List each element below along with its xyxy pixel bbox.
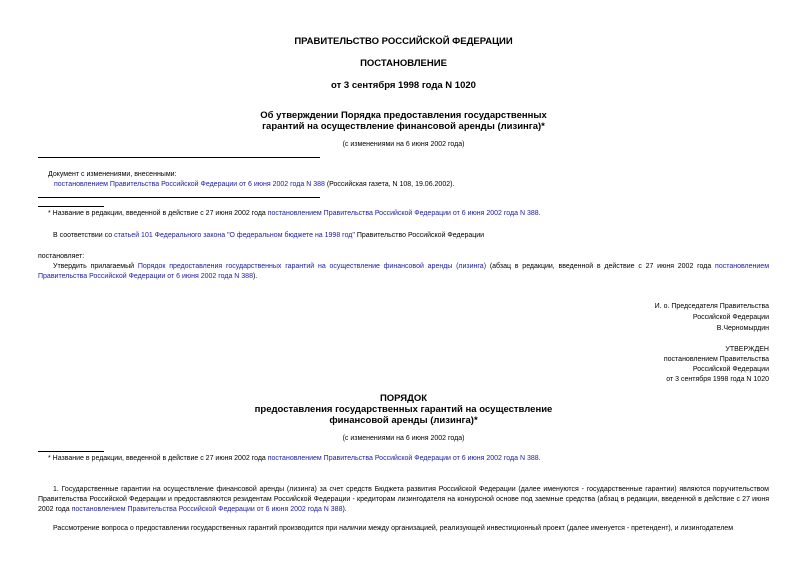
footnote-title-note <box>48 209 541 219</box>
amendment-link[interactable]: постановлением Правительства Российской Федерации от 6 июня 2002 года N 388 <box>71 506 343 513</box>
paragraph-1-end: ). <box>342 506 347 513</box>
signature-name: В.Черномырдин <box>716 325 769 332</box>
footnote-end: . <box>538 210 541 217</box>
divider <box>38 157 320 158</box>
footnote-text: * Название в редакции, введенной в действие с 27 июня 2002 года <box>48 455 268 462</box>
order-changes-note: (с изменениями на 6 июня 2002 года) <box>342 435 465 442</box>
footnote-link[interactable]: постановлением Правительства Российской Федерации от 6 июня 2002 года N 388 <box>267 455 539 462</box>
changes-note: (с изменениями на 6 июня 2002 года) <box>342 141 465 148</box>
footnote-end: . <box>538 455 541 462</box>
signature-line-1: И. о. Председателя Правительства <box>654 303 769 310</box>
paragraph-2: Рассмотрение вопроса о предоставлении государственных гарантий производится при наличии между организацией, реализующей инвестиционный проект (далее именуется - претендент), и лизингодателем <box>53 525 734 532</box>
order-subtitle-line-2: финансовой аренды (лизинга)* <box>329 415 478 426</box>
divider <box>38 197 320 198</box>
footnote-text: * Название в редакции, введенной в действие с 27 июня 2002 года <box>48 210 268 217</box>
approve-paragraph <box>38 262 769 282</box>
order-title: ПОРЯДОК <box>379 393 428 404</box>
footnote-divider <box>38 206 104 207</box>
approve-text-end: ). <box>252 273 258 280</box>
paragraph-1-text: 1. Государственные гарантии на осуществление финансовой аренды (лизинга) за счет средств Бюджета развития Российской Федерации (далее именуются - государственные гарантии) являются поручительством Правительства Российской Федерации и предоставляются резидентам Российской Федерации - кредиторам лизингодателя на конкурсной основе под заемные средства (абзац в редакции, введенной в действие с 27 июня 2002 года <box>38 486 769 513</box>
footnote-divider <box>38 451 104 452</box>
amendment-source: (Российская газета, N 108, 19.06.2002). <box>324 181 455 188</box>
order-link[interactable]: Порядок предоставления государственных гарантий на осуществление финансовой аренды (лизинга) <box>137 263 487 270</box>
amendment-link[interactable]: постановлением Правительства Российской Федерации от 6 июня 2002 года N 388 <box>54 181 325 188</box>
amendments-label: Документ с изменениями, внесенными: <box>48 171 177 178</box>
preamble-text-end: Правительство Российской Федерации <box>354 232 485 239</box>
approved-line-3: Российской Федерации <box>692 366 769 373</box>
document-title-line-1: Об утверждении Порядка предоставления государственных <box>260 110 547 121</box>
amendments-entry <box>54 180 454 190</box>
order-subtitle-line-1: предоставления государственных гарантий на осуществление <box>254 404 553 415</box>
approved-line-4: от 3 сентября 1998 года N 1020 <box>666 376 769 383</box>
document-date-number: от 3 сентября 1998 года N 1020 <box>331 80 476 91</box>
amendment-link[interactable]: постановлением Правительства Российской Федерации от 6 июня 2002 года N 388 <box>38 263 770 280</box>
approved-heading: УТВЕРЖДЕН <box>725 346 769 353</box>
resolves-word: постановляет: <box>38 253 85 260</box>
document-title-line-2: гарантий на осуществление финансовой аренды (лизинга)* <box>262 121 545 132</box>
approved-line-2: постановлением Правительства <box>663 356 769 363</box>
approve-text-mid: (абзац в редакции, введенной в действие с 27 июня 2002 года <box>486 263 716 270</box>
document-type: ПОСТАНОВЛЕНИЕ <box>360 58 447 69</box>
law-article-link[interactable]: статьей 101 Федерального закона "О федеральном бюджете на 1998 год" <box>114 232 355 239</box>
paragraph-1 <box>38 485 769 515</box>
preamble <box>53 231 484 241</box>
government-heading: ПРАВИТЕЛЬСТВО РОССИЙСКОЙ ФЕДЕРАЦИИ <box>294 36 513 47</box>
signature-line-2: Российской Федерации <box>692 314 769 321</box>
preamble-text: В соответствии со <box>53 232 115 239</box>
approve-text: Утвердить прилагаемый <box>53 263 138 270</box>
footnote-link[interactable]: постановлением Правительства Российской Федерации от 6 июня 2002 года N 388 <box>267 210 539 217</box>
footnote-order-note <box>48 454 541 464</box>
